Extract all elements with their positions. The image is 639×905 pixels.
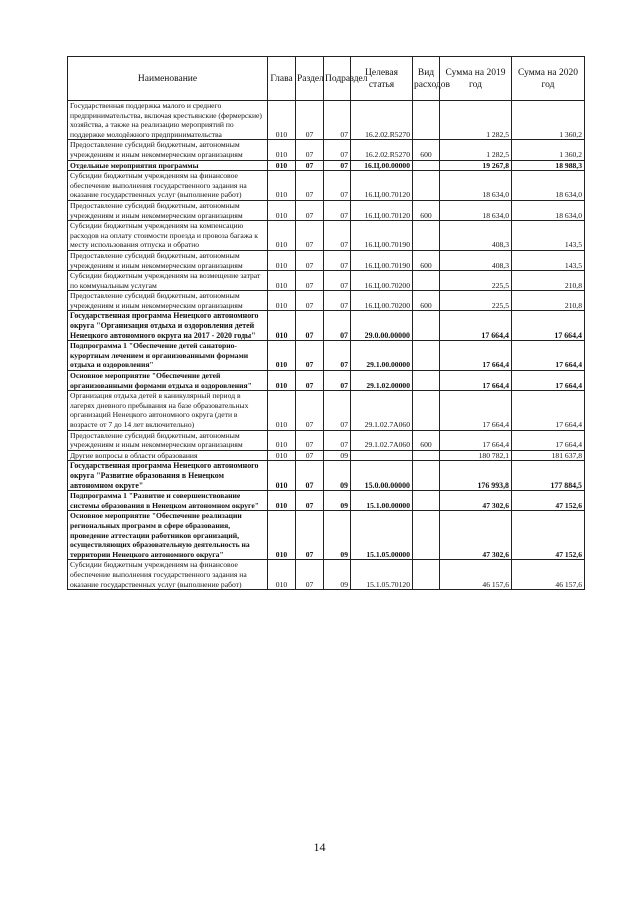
cell-podrazdel: 07 — [324, 250, 351, 270]
cell-razdel: 07 — [296, 271, 324, 291]
table-row — [68, 391, 585, 430]
cell-article: 16.2.02.R5270 — [351, 101, 413, 140]
cell-glava: 010 — [268, 560, 296, 590]
cell-name: Основное мероприятие "Обеспечение детей организованными формами отдыха и оздоровления" — [68, 371, 268, 391]
cell-sum-2019: 176 993,8 — [440, 461, 512, 491]
cell-name: Государственная программа Ненецкого автономного округа "Развитие образования в Ненецком автономном округе" — [68, 461, 268, 491]
cell-razdel: 07 — [296, 311, 324, 341]
cell-expense-type — [413, 450, 440, 461]
cell-expense-type — [413, 371, 440, 391]
cell-article: 29.0.00.00000 — [351, 311, 413, 341]
cell-podrazdel: 07 — [324, 221, 351, 251]
cell-podrazdel: 07 — [324, 341, 351, 371]
cell-sum-2019: 180 782,1 — [440, 450, 512, 461]
cell-sum-2020: 1 360,2 — [512, 140, 585, 160]
cell-podrazdel: 07 — [324, 391, 351, 430]
cell-sum-2019: 17 664,4 — [440, 341, 512, 371]
cell-sum-2020: 1 360,2 — [512, 101, 585, 140]
cell-sum-2019: 225,5 — [440, 271, 512, 291]
cell-sum-2019: 1 282,5 — [440, 101, 512, 140]
cell-expense-type — [413, 271, 440, 291]
table-row — [68, 560, 585, 590]
cell-expense-type — [413, 311, 440, 341]
cell-glava: 010 — [268, 140, 296, 160]
cell-article: 29.1.02.7А060 — [351, 430, 413, 450]
cell-glava: 010 — [268, 391, 296, 430]
cell-razdel: 07 — [296, 160, 324, 171]
cell-name: Предоставление субсидий бюджетным, автономным учреждениям и иным некоммерческим организациям — [68, 291, 268, 311]
cell-glava: 010 — [268, 461, 296, 491]
cell-sum-2020: 143,5 — [512, 250, 585, 270]
cell-name: Субсидии бюджетным учреждениям на компенсацию расходов на оплату стоимости проезда и провоза багажа к месту использования отпуска и обратно — [68, 221, 268, 251]
cell-podrazdel: 07 — [324, 430, 351, 450]
cell-sum-2020: 18 634,0 — [512, 171, 585, 201]
cell-expense-type — [413, 391, 440, 430]
cell-expense-type — [413, 461, 440, 491]
cell-razdel: 07 — [296, 511, 324, 560]
cell-expense-type — [413, 101, 440, 140]
cell-name: Субсидии бюджетным учреждениям на финансовое обеспечение выполнения государственного задания на оказание государственных услуг (выполнение работ) — [68, 560, 268, 590]
cell-podrazdel: 07 — [324, 160, 351, 171]
cell-name: Субсидии бюджетным учреждениям на финансовое обеспечение выполнения государственного задания на оказание государственных услуг (выполнение работ) — [68, 171, 268, 201]
cell-razdel: 07 — [296, 430, 324, 450]
cell-glava: 010 — [268, 511, 296, 560]
cell-sum-2020: 177 884,5 — [512, 461, 585, 491]
cell-glava: 010 — [268, 171, 296, 201]
cell-sum-2019: 17 664,4 — [440, 391, 512, 430]
cell-glava: 010 — [268, 200, 296, 220]
cell-name: Подпрограмма 1 "Развитие и совершенствование системы образования в Ненецком автономном округе" — [68, 491, 268, 511]
cell-sum-2020: 17 664,4 — [512, 371, 585, 391]
cell-sum-2019: 17 664,4 — [440, 430, 512, 450]
cell-glava: 010 — [268, 430, 296, 450]
cell-article: 16.Ц.00.70200 — [351, 291, 413, 311]
table-row — [68, 221, 585, 251]
cell-sum-2019: 18 634,0 — [440, 200, 512, 220]
cell-expense-type — [413, 160, 440, 171]
table-row — [68, 450, 585, 461]
header-sum-2019: Сумма на 2019 год — [440, 57, 512, 101]
cell-name: Предоставление субсидий бюджетным, автономным учреждениям и иным некоммерческим организациям — [68, 250, 268, 270]
table-row — [68, 491, 585, 511]
cell-glava: 010 — [268, 491, 296, 511]
cell-article: 16.Ц.00.70120 — [351, 200, 413, 220]
header-glava: Глава — [268, 57, 296, 101]
table-row — [68, 271, 585, 291]
cell-glava: 010 — [268, 341, 296, 371]
cell-name: Другие вопросы в области образования — [68, 450, 268, 461]
table-row — [68, 371, 585, 391]
cell-podrazdel: 07 — [324, 200, 351, 220]
cell-sum-2020: 47 152,6 — [512, 511, 585, 560]
cell-sum-2020: 210,8 — [512, 291, 585, 311]
cell-glava: 010 — [268, 160, 296, 171]
cell-sum-2019: 408,3 — [440, 250, 512, 270]
cell-podrazdel: 07 — [324, 140, 351, 160]
cell-glava: 010 — [268, 221, 296, 251]
cell-podrazdel: 09 — [324, 560, 351, 590]
cell-name: Субсидии бюджетным учреждениям на возмещение затрат по коммунальным услугам — [68, 271, 268, 291]
cell-razdel: 07 — [296, 461, 324, 491]
table-body — [68, 101, 585, 590]
cell-sum-2019: 225,5 — [440, 291, 512, 311]
header-expense-type: Вид расходов — [413, 57, 440, 101]
cell-podrazdel: 07 — [324, 371, 351, 391]
cell-razdel: 07 — [296, 341, 324, 371]
cell-glava: 010 — [268, 101, 296, 140]
cell-razdel: 07 — [296, 101, 324, 140]
cell-sum-2020: 143,5 — [512, 221, 585, 251]
cell-name: Предоставление субсидий бюджетным, автономным учреждениям и иным некоммерческим организациям — [68, 140, 268, 160]
cell-sum-2020: 17 664,4 — [512, 341, 585, 371]
cell-glava: 010 — [268, 371, 296, 391]
header-row — [68, 57, 585, 101]
cell-razdel: 07 — [296, 560, 324, 590]
cell-name: Государственная поддержка малого и среднего предпринимательства, включая крестьянские (фермерские) хозяйства, а также на реализацию мероприятий по поддержке молодёжного предпринимательства — [68, 101, 268, 140]
cell-article: 29.1.02.7А060 — [351, 391, 413, 430]
cell-podrazdel: 07 — [324, 311, 351, 341]
cell-sum-2020: 17 664,4 — [512, 391, 585, 430]
cell-article: 15.1.05.00000 — [351, 511, 413, 560]
cell-sum-2020: 181 637,8 — [512, 450, 585, 461]
cell-razdel: 07 — [296, 250, 324, 270]
cell-article: 15.1.05.70120 — [351, 560, 413, 590]
cell-sum-2019: 19 267,8 — [440, 160, 512, 171]
cell-article: 16.Ц.00.70120 — [351, 171, 413, 201]
cell-expense-type — [413, 511, 440, 560]
cell-expense-type — [413, 171, 440, 201]
table-row — [68, 101, 585, 140]
cell-podrazdel: 09 — [324, 491, 351, 511]
cell-article: 15.1.00.00000 — [351, 491, 413, 511]
table-row — [68, 140, 585, 160]
cell-podrazdel: 07 — [324, 271, 351, 291]
cell-sum-2019: 17 664,4 — [440, 371, 512, 391]
cell-sum-2020: 210,8 — [512, 271, 585, 291]
cell-name: Предоставление субсидий бюджетным, автономным учреждениям и иным некоммерческим организациям — [68, 430, 268, 450]
cell-sum-2020: 17 664,4 — [512, 311, 585, 341]
cell-sum-2019: 47 302,6 — [440, 511, 512, 560]
budget-table — [67, 56, 585, 590]
cell-sum-2020: 47 152,6 — [512, 491, 585, 511]
cell-glava: 010 — [268, 250, 296, 270]
table-row — [68, 250, 585, 270]
cell-expense-type — [413, 221, 440, 251]
cell-razdel: 07 — [296, 291, 324, 311]
header-article: Целевая статья — [351, 57, 413, 101]
cell-glava: 010 — [268, 450, 296, 461]
cell-expense-type: 600 — [413, 291, 440, 311]
cell-razdel: 07 — [296, 450, 324, 461]
cell-podrazdel: 07 — [324, 101, 351, 140]
cell-article: 29.1.02.00000 — [351, 371, 413, 391]
cell-article: 15.0.00.00000 — [351, 461, 413, 491]
cell-sum-2019: 17 664,4 — [440, 311, 512, 341]
cell-razdel: 07 — [296, 391, 324, 430]
cell-podrazdel: 09 — [324, 461, 351, 491]
cell-razdel: 07 — [296, 491, 324, 511]
cell-sum-2020: 46 157,6 — [512, 560, 585, 590]
cell-article: 16.Ц.00.70190 — [351, 250, 413, 270]
header-razdel: Раздел — [296, 57, 324, 101]
table-row — [68, 430, 585, 450]
cell-sum-2019: 408,3 — [440, 221, 512, 251]
cell-name: Подпрограмма 1 "Обеспечение детей санаторно-курортным лечением и организованными формами отдыха и оздоровления" — [68, 341, 268, 371]
cell-sum-2019: 1 282,5 — [440, 140, 512, 160]
cell-sum-2019: 18 634,0 — [440, 171, 512, 201]
cell-podrazdel: 09 — [324, 511, 351, 560]
table-row — [68, 291, 585, 311]
cell-expense-type — [413, 341, 440, 371]
table-row — [68, 461, 585, 491]
cell-sum-2020: 18 634,0 — [512, 200, 585, 220]
cell-article: 16.Ц.00.70190 — [351, 221, 413, 251]
cell-podrazdel: 07 — [324, 171, 351, 201]
cell-expense-type — [413, 560, 440, 590]
cell-article: 16.Ц.00.70200 — [351, 271, 413, 291]
table-row — [68, 511, 585, 560]
cell-glava: 010 — [268, 271, 296, 291]
cell-article — [351, 450, 413, 461]
cell-razdel: 07 — [296, 140, 324, 160]
cell-name: Организация отдыха детей в каникулярный период в лагерях дневного пребывания на базе образовательных организаций Ненецкого автономного округа (дети в возрасте от 7 до 14 лет включительно) — [68, 391, 268, 430]
cell-expense-type: 600 — [413, 430, 440, 450]
cell-razdel: 07 — [296, 221, 324, 251]
table-row — [68, 341, 585, 371]
cell-podrazdel: 07 — [324, 291, 351, 311]
table-row — [68, 311, 585, 341]
cell-name: Отдельные мероприятия программы — [68, 160, 268, 171]
header-sum-2020: Сумма на 2020 год — [512, 57, 585, 101]
cell-sum-2020: 17 664,4 — [512, 430, 585, 450]
cell-sum-2019: 46 157,6 — [440, 560, 512, 590]
cell-glava: 010 — [268, 291, 296, 311]
cell-podrazdel: 09 — [324, 450, 351, 461]
cell-sum-2020: 18 988,3 — [512, 160, 585, 171]
cell-sum-2019: 47 302,6 — [440, 491, 512, 511]
table-row — [68, 200, 585, 220]
cell-razdel: 07 — [296, 171, 324, 201]
cell-expense-type: 600 — [413, 140, 440, 160]
cell-razdel: 07 — [296, 200, 324, 220]
table-row — [68, 171, 585, 201]
cell-expense-type: 600 — [413, 250, 440, 270]
header-name: Наименование — [68, 57, 268, 101]
table-row — [68, 160, 585, 171]
cell-expense-type — [413, 491, 440, 511]
cell-expense-type: 600 — [413, 200, 440, 220]
cell-name: Предоставление субсидий бюджетным, автономным учреждениям и иным некоммерческим организациям — [68, 200, 268, 220]
cell-name: Государственная программа Ненецкого автономного округа "Организация отдыха и оздоровления детей Ненецкого автономного округа на 2017 - 2020 годы" — [68, 311, 268, 341]
cell-name: Основное мероприятие "Обеспечение реализации региональных программ в сфере образования, проведение аттестации работников организаций, осуществляющих образовательную деятельность на территории Ненецкого автономного округа" — [68, 511, 268, 560]
cell-article: 29.1.00.00000 — [351, 341, 413, 371]
cell-razdel: 07 — [296, 371, 324, 391]
cell-glava: 010 — [268, 311, 296, 341]
page-number: 14 — [313, 840, 326, 854]
cell-article: 16.Ц.00.00000 — [351, 160, 413, 171]
header-podrazdel: Подраздел — [324, 57, 351, 101]
cell-article: 16.2.02.R5270 — [351, 140, 413, 160]
